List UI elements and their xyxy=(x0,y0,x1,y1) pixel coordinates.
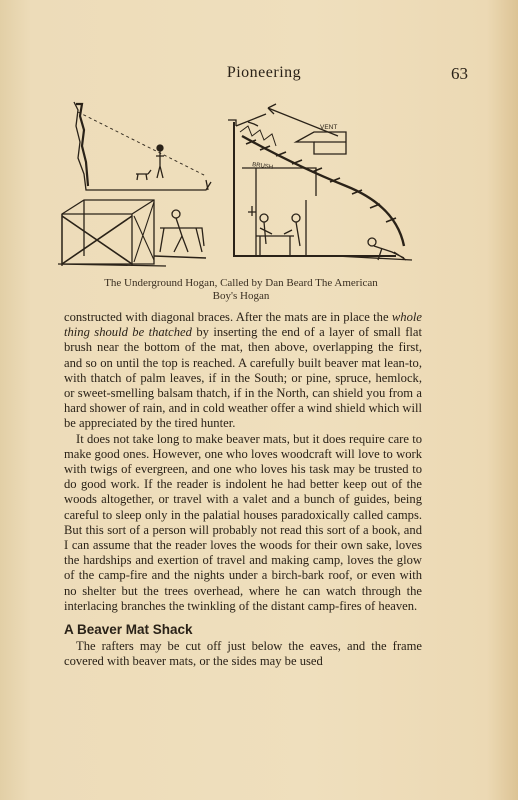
cliff-scene xyxy=(74,102,211,190)
paragraph-1-part-b: by inserting the end of a layer of small flat brush near the bottom of the mat, then above, overlapping the first, and so on until the top is reached. A carefully built beaver mat lean-to, with thatch of palm leaves, if in the South; or pine, spruce, hemlock, or sweet-smelling balsam thatch, if in the North, can shield you from a hard shower of rain, and in cold weather offer a wind shield which will be appreciated by the tired hunter. xyxy=(64,325,422,431)
section-heading: A Beaver Mat Shack xyxy=(64,622,193,638)
paragraph-2: It does not take long to make beaver mats, but it does require care to make good ones. However, one who loves woodcraft will love to work with twigs of evergreen, and one who loves his task may be trusted to do good work. If the reader is indolent he had better keep out of the woods altogether, or travel with a valet and a bunch of guides, being careful to sleep only in the palatial houses paradoxically called camps. But this sort of a person will probably not read this sort of a book, and I can assume that the reader loves the woods for their own sake, loves the hardships and exertion of travel and making camp, loves the glow of the camp-fire and the nights under a birch-bark roof, or even with no shelter but the trees overhead, where he can watch through the interlacing branches the twinkling of the distant camp-fires of heaven. xyxy=(64,431,422,613)
caption-line-2: Boy's Hogan xyxy=(212,290,270,302)
paragraph-1 xyxy=(64,310,422,432)
paragraph-3: The rafters may be cut off just below the eaves, and the frame covered with beaver mats, or the sides may be used xyxy=(64,639,422,669)
body-text xyxy=(64,310,422,670)
vent-label: VENT xyxy=(320,124,338,131)
running-head: Pioneering xyxy=(226,64,302,81)
page-number: 63 xyxy=(451,64,468,83)
paragraph-1-part-a: constructed with diagonal braces. After the mats are in place the xyxy=(64,310,392,324)
frame-construction xyxy=(58,200,206,266)
paragraph-1-emphasis: whole thing should be thatched xyxy=(64,310,422,340)
brush-label: BRUSH xyxy=(251,162,274,171)
figure-caption xyxy=(56,277,426,303)
hogan-illustration xyxy=(56,96,426,276)
caption-line-1: The Underground Hogan, Called by Dan Beard The American xyxy=(104,277,378,289)
page-header xyxy=(60,64,468,88)
hogan-drawing xyxy=(56,96,426,276)
